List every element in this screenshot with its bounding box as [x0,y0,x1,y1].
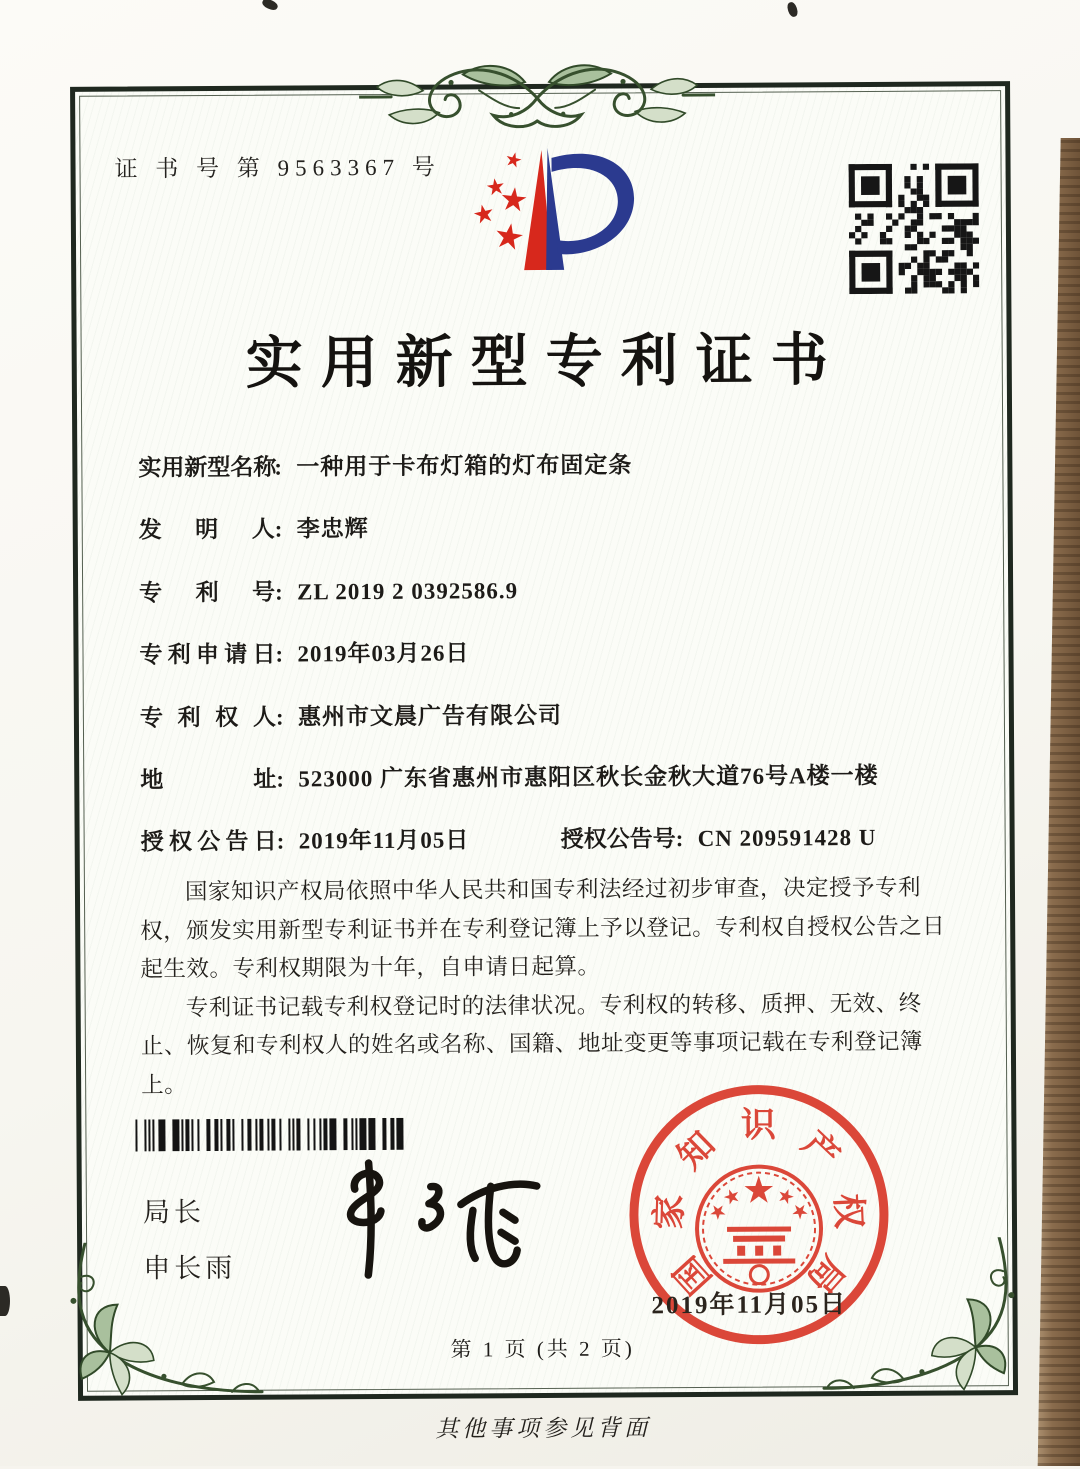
field-label: 专利号 [139,579,276,606]
field-row-name [138,444,958,511]
top-flourish-ornament [359,49,716,143]
field-colon: : [275,579,283,605]
grant-date-group [141,821,561,857]
field-value: ZL 2019 2 0392586.9 [297,577,519,605]
field-label: 地址 [140,766,277,793]
svg-text:权: 权 [828,1192,869,1230]
national-emblem [697,1166,822,1291]
seal-circular-text [649,1105,869,1301]
field-colon: : [274,516,283,543]
field-colon: : [276,766,285,792]
svg-text:产: 产 [794,1123,847,1177]
logo-blue-p [545,147,634,270]
commissioner-signature [285,1148,576,1300]
field-value: 惠州市文晨广告有限公司 [297,702,562,730]
field-label: 授权公告号 [560,826,676,853]
svg-text:国: 国 [666,1248,720,1302]
cnipa-logo [451,141,662,292]
certificate-fields [138,444,961,886]
legal-paragraph-1: 国家知识产权局依照中华人民共和国专利法经过初步审查，决定授予专利权，颁发实用新型专利证书并在专利登记簿上予以登记。专利权自授权公告之日起生效。专利权期限为十年，自申请日起算。 [140,874,946,982]
page-number-note: 第 1 页 (共 2 页) [450,1336,635,1362]
field-colon: : [675,826,684,852]
field-label: 发明人 [138,517,275,543]
barcode [135,1118,411,1152]
field-colon: : [276,828,285,854]
field-value: 李忠辉 [296,516,369,542]
signer-block [143,1190,237,1303]
logo-stars [472,150,528,250]
field-row-filing-date [139,632,959,699]
field-value: 523000 广东省惠州市惠阳区秋长金秋大道76号A楼一楼 [298,762,879,792]
field-value: 一种用于卡布灯箱的灯布固定条 [296,452,633,480]
field-value: 2019年11月05日 [298,827,470,854]
certificate-title: 实用新型专利证书 [245,329,846,396]
signer-title: 局长 [142,1197,206,1228]
field-row-patent-no [139,569,959,636]
field-label: 专利权人 [139,704,276,731]
field-colon: : [275,641,284,667]
field-value: CN 209591428 U [697,825,877,852]
legal-text [140,869,947,1105]
signer-name: 申长雨 [143,1252,237,1284]
seal-date: 2019年11月05日 [651,1291,848,1320]
qr-code [849,163,980,294]
legal-paragraph-2: 专利证书记载专利权登记时的法律状况。专利权的转移、质押、无效、终止、恢复和专利权人的姓名或名称、国籍、地址变更等事项记载在专利登记簿上。 [140,990,923,1097]
field-label: 实用新型名称 [138,454,277,481]
field-label: 授权公告日 [140,828,277,855]
svg-text:知: 知 [670,1124,723,1177]
field-colon: : [274,454,283,480]
svg-text:局: 局 [799,1248,853,1301]
certificate-number: 证 书 号 第 9563367 号 [114,154,441,182]
field-row-address [140,756,960,823]
field-row-inventor [139,507,959,574]
svg-text:家: 家 [649,1194,690,1231]
field-label: 专利申请日 [139,641,276,668]
see-back-note: 其他事项参见背面 [435,1415,652,1442]
grant-no-group [561,825,877,852]
field-value: 2019年03月26日 [297,640,470,667]
field-row-patentee [140,694,960,761]
field-colon: : [275,704,284,730]
svg-text:识: 识 [740,1105,777,1145]
